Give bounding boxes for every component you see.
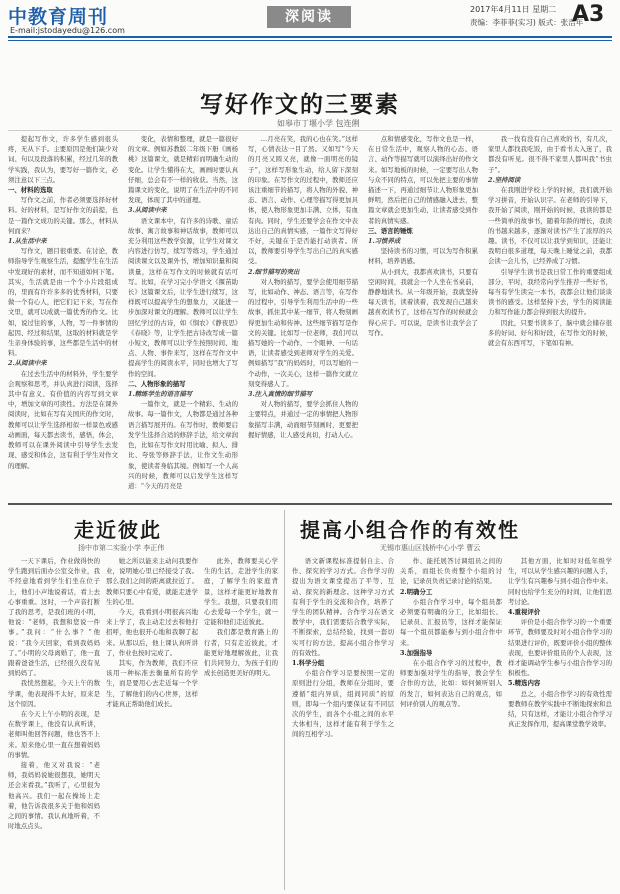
paragraph: 今天，我看到小明很高兴地来上学了，我主动走过去和他打招呼，他也很开心地和我聊了起来。从那以后，他上课认真听讲了，作业也按时完成了。 [106, 608, 198, 657]
subheading: 2.明确分工 [400, 587, 433, 596]
paragraph: 其实，作为教师，我们不应该用一种标准去衡量所有的学生，而是要用心去走近每一个学生，了解他们的内心世界，这样才能真正帮助他们成长。 [106, 659, 198, 708]
article-column [488, 134, 612, 497]
paragraph: 作、能托展答讨调组员之间的关系，而组长负责整个小组的讨论，记录员负责记录讨论的结果。 [400, 557, 502, 586]
article-title: 写好作文的三要素 [200, 92, 400, 118]
paragraph: 接着，他又对我说：“老师，我妈妈说她很想我，她明天还会来看我。”我听了，心里很为他高兴。我们一起在操场上走着，他告诉我很多关于他和妈妈之间的事情。我认真地听着，不时地点点头。 [8, 761, 100, 831]
article-column [204, 556, 278, 888]
page-number: A3 [572, 2, 605, 27]
paragraph: 一天下课后，作业做得快的学生跑到后面办公室交作业，我不经意地看到学生们坐在位子上，他们小声地说着话，看上去心事重重。这时，一个声音打断了我的思考，是我们班的小明，他说：“老师，我想和您说一件事。”我问：“什么事？”他说：“我今天回家，看到我妈妈了。”小明的父母离婚了，他一直跟着爸爸生活，已经很久没有见到妈妈了。 [8, 557, 100, 678]
paragraph: 语文新课程标准提倡自主、合作、探究的学习方式。合作学习的提出为语文课堂提出了平等、互动、探究的新理念。这种学习方式有利于学生的交流和合作，培养了学生的团队精神。合作学习在语文教学中，我们需要结合教学实际，不断探索，总结经验，找到一套切实可行的方法，提高小组合作学习的有效性。 [292, 557, 394, 657]
paragraph: 我恍然想起，今天上午的数学课，他表现得不太好，原来是这个原因。 [8, 679, 100, 708]
paragraph: 此外，教师要关心学生的生活，走进学生的家庭，了解学生的家庭背景，这样才能更好地教育学生。我想，只要我们用心去爱每一个学生，就一定能和他们走近彼此。 [204, 557, 278, 627]
article-column [128, 134, 238, 497]
article-byline: 无锡市惠山区钱桥中心小学 曹云 [380, 544, 481, 552]
paragraph: 写作文，题目很重要。在讨论，教师指导学生观察生活，提醒学生在生活中发现好的素材，而不知道如何下笔。其实，生活就是由一个个小片段组成的，里面有许许多多的优秀材料，只要做一个有心人，把它们记下来，写在作文里，就可以成就一篇优秀的作文。比如，说过往的事，人物，写一件事情的起因、经过和结果，这取的材料就是学生亲身体验的事，这些都是生活中的材料。 [8, 247, 118, 358]
article-column [400, 556, 502, 888]
article-column [248, 134, 358, 497]
paragraph: 一篇作文，就是一个精彩、生动的故事。每一篇作文，人物都是通过各种语言描写展开的。在写作时，教师要启发学生选择合适的修辞手法，给文章润色，比如在写作文时用比喻、拟人、排比、夸张等修辞手法，让作文生动形象，使读者身临其境。例如写一个人高兴的时候，教师可以启发学生这样写道：“今天的月亮是 [128, 400, 238, 490]
subheading: 一、材料的选取 [8, 186, 53, 195]
paragraph: 她之所以能来主动问我要作业，说明她心里已经接受了我。那么我们之间的距离就拉近了。教师只要心中有爱，就能走进学生的心里。 [106, 557, 198, 606]
masthead [0, 0, 620, 58]
subheading: 5.精选内容 [508, 679, 541, 688]
column-divider [284, 510, 285, 890]
article-byline: 扬中市第二实验小学 李正伟 [78, 544, 165, 552]
paragraph: 我一找有没有自己喜欢的书，有几次，家里人都找我吃饭，由于看书太入迷了，我都没有听见。很不得不家里人都叫我“书虫子”。 [488, 135, 612, 174]
subheading: 三、语言的锤炼 [368, 226, 413, 235]
paragraph: 在小组合作学习的过程中，教师要加强对学生的指导，教会学生合作的方法，比如：如何倾听别人的发言，如何表达自己的观点，如何评价别人的观点等。 [400, 659, 502, 708]
subheading: 3.加强指导 [400, 648, 433, 657]
newspaper-logo: 中教育周刊 [8, 6, 109, 28]
article-column [106, 556, 198, 888]
article-title: 提高小组合作的有效性 [300, 518, 520, 542]
section-tab: 深阅读 [267, 6, 351, 28]
subheading: 1.精练学生的语言描写 [128, 390, 193, 399]
issue-date: 2017年4月11日 星期二 [470, 5, 557, 14]
paragraph: 坚持读书的习惯，可以为写作积累材料，培养语感。 [368, 247, 478, 266]
paragraph: 评价是小组合作学习的一个重要环节，教师要及时对小组合作学习的结果进行评价，既要评价小组的整体表现，也要评价组员的个人表现，这样才能调动学生参与小组合作学习的积极性。 [508, 618, 612, 678]
subheading: 二、人物形象的描写 [128, 379, 186, 388]
article-column [8, 556, 100, 888]
paragraph: 其他方面，比如时对低年级学生，可以从学生感兴趣的问题入手，让学生有兴趣参与到小组合作中来。同时也给学生充分的时间，让他们思考讨论。 [508, 557, 612, 606]
paragraph: 写作文之前，作者必须要选择好材料。好的材料，是写好作文的前提，也是一篇作文成功的关键。那么，材料从何而来？ [8, 196, 118, 235]
paragraph: …月亮在笑，我的心也在笑。”这样写，心情表达一目了然。又如写“今天的月亮又圆又亮，就像一面明亮的镜子”，这样写形象生动，给人留下深刻的印象。在写作文的过程中，教师还应该注重细节的描写，将人物的外貌、神态、语言、动作、心理等描写得更加具体，使人物形象更加丰满、立体，有血有肉。同时，学生还要学会在作文中表达出自己的真情实感，一篇作文写得好不好，关键在于是否能打动读者。所以，教师要引导学生写出自己的真实感受。 [248, 135, 358, 266]
paragraph: 在我刚进学校上学的时候，我们就开始学习拼音，开始认识字。在老师的引导下，我开始了阅读，刚开始的时候，我读的都是一些简单的故事书，随着年龄的增长，我读的书越来越多，逐渐对读书产生了浓厚的兴趣。读书，不仅可以让我学到知识，还能让我明白很多道理，每天晚上睡觉之前，我都会读一会儿书，已经养成了习惯。 [488, 186, 612, 266]
subheading: 1.习惯养成 [368, 237, 401, 246]
paragraph: 对人物的描写，要学会抓住人物的主要特点，并通过一定的事情把人物形象描写丰满，动面细节刻画时，更要把握好情感，让人感受真切，打动人心。 [248, 400, 358, 439]
paragraph: 总之，小组合作学习的有效性需要教师在教学实践中不断地探索和总结，只有这样，才能让小组合作学习真正发挥作用，提高课堂教学效率。 [508, 689, 612, 729]
paragraph: 点和情感变化，写作文也是一样，在日常生活中，观察人物的心态、语言、动作等描写就可以演绎出好的作文来。如写地板的时候，一定要写出人物与众不同的特点，可以先把主要的事情描述一下，再通过细节让人物形象更加鲜明，然后把自己的情感融入进去，整篇文章就会更加生动，让读者感受到作者的真情实感。 [368, 135, 478, 225]
paragraph: 在过去生活中的材料外，学生要学会观察和思考，并认真进行阅读，选择其中有意义、有价值的内容写到文章中，增加文章的可读性。方法是在课外阅读时，比如在写有关国庆的作文时，教师可以让学生选择相似一样景色或感动画面，每天都去读书，感悟，体会，教师可以在课外阅读中引导学生去发现、感受和体会，这有利于学生对作文的理解。 [8, 369, 118, 470]
paragraph: 我们都是教育路上的行者，只有走近彼此，才能更好地理解彼此，让我们共同努力，为孩子们的成长创造更美好的明天。 [204, 628, 278, 678]
header-rule [8, 36, 612, 38]
subheading: 4.重视评价 [508, 608, 541, 617]
paragraph: 提起写作文，许多学生感到很头疼，无从下手。主要原因是他们缺少对词、句以及段落的积累，经过几年的教学实践，我认为，要写好一篇作文，必须注意以下三点。 [8, 135, 118, 184]
paragraph: 因此，只要书读多了，脑中就会储存很多的好词、好句和好段，在写作文的时候，就会有东西可写，下笔如有神。 [488, 318, 612, 348]
article-column [292, 556, 394, 888]
article-column [508, 556, 612, 888]
paragraph: 从小到大，我都喜欢读书，只要有空闲时间，我就会一个人坐在书桌前，静静地读书。从一年级开始，我就坚持每天读书，读着读着，我发现自己越来越喜欢读书了，这样在写作的时候就会得心应手。可以说，是读书让我学会了写作。 [368, 267, 478, 337]
subheading: 3.注入真情的细节描写 [248, 390, 313, 399]
subheading: 3.从阅读中来 [128, 206, 167, 215]
subheading: 2.坚持阅读 [488, 175, 521, 184]
paragraph: 变化，表情和整理，就是一篇很好的文章。例如苏教版二年级下册《画杨桃》这篇课文，就是精彩而明确生动的变化。让学生懂得在大，画画时要认真仔细，总会有不一样的收获。当然，这篇课文的变化，说明了在生活中的不同发现，体现了其中的道理。 [128, 135, 238, 205]
section-divider [8, 503, 612, 505]
subheading: 1.从生活中来 [8, 237, 47, 246]
paragraph: 对人物的描写，要学会使用细节描写，比如动作、神态、语言等，在写作的过程中，引导学生利用生活中的一些故事，抓住其中某一细节，将人物刻画得更加生动和传神。这些细节描写是作文的关键。比如写一位老师，我们可以描写她的一个动作、一个眼神、一句话语，让读者感受到老师对学生的关爱。例如描写“我”的妈妈时，可以写她的一个动作，一次关心，这样一篇作文就立刻变得感人了。 [248, 277, 358, 388]
editor-credits: 责编：李菲菲(实习) 版式：张浩年 [470, 18, 584, 27]
article-column [8, 134, 118, 497]
paragraph: 引导学生读书是我日常工作的重要组成部分，平时，我经常向学生推荐一些好书，每当有学生读完一本书，我都会让他们谈谈读书的感受。这样坚持下去，学生的阅读能力和写作能力都会得到很大的提升。 [488, 267, 612, 317]
paragraph: 小组合作学习是要按照一定的原则进行分组，教师在分组时，要遵循“组内异质，组间同质”的原则，即每一个组内要保证有不同层次的学生，而各个小组之间的水平大体相当，这样才能有利于学生之间的互相学习。 [292, 669, 394, 739]
paragraph: 语文课本中，有许多的诗歌、童话故事、寓言故事和神话故事，教师可以充分利用这些教学资源，让学生对课文内容进行仿写，续写等练习，学生通过阅读课文以及课外书，增加知识量和阅读量，这样在写作文的时候就有话可写。比如，在学习完小学语文《揠苗助长》这篇课文后，让学生进行续写，这样既可以提高学生的想象力，又能进一步加深对课文的理解。教师可以让学生回忆学过的古诗，如《悯农》《静夜思》《春晓》等，让学生把古诗改写成一篇小短文，教师可以让学生按照时间、地点、人物、事件来写，这样在写作文中提高学生的阅读水平，同时也增大了写作的空间。 [128, 216, 238, 378]
subheading: 2.细节描写的突出 [248, 267, 300, 276]
divider [8, 130, 612, 131]
article-byline: 如皋市丁堰小学 包连俐 [277, 119, 360, 128]
article-column [368, 134, 478, 497]
subheading: 2.从阅读中来 [8, 359, 47, 368]
paragraph: 在今天上午小明的表现，是在数学课上，他没有认真听讲，老师叫他回答问题，他也答不上来。原来他心里一直在想着妈妈的事情。 [8, 710, 100, 759]
header-rule-thin [8, 40, 612, 41]
article-title: 走近彼此 [74, 518, 162, 542]
paragraph: 小组合作学习中，每个组员都必须要有明确的分工，比如组长、记录员、汇报员等，这样才能保证每一个组员都能参与到小组合作中来。 [400, 597, 502, 647]
subheading: 1.科学分组 [292, 659, 325, 668]
newspaper-email: E-mail:jstodayedu@126.com [10, 26, 125, 35]
